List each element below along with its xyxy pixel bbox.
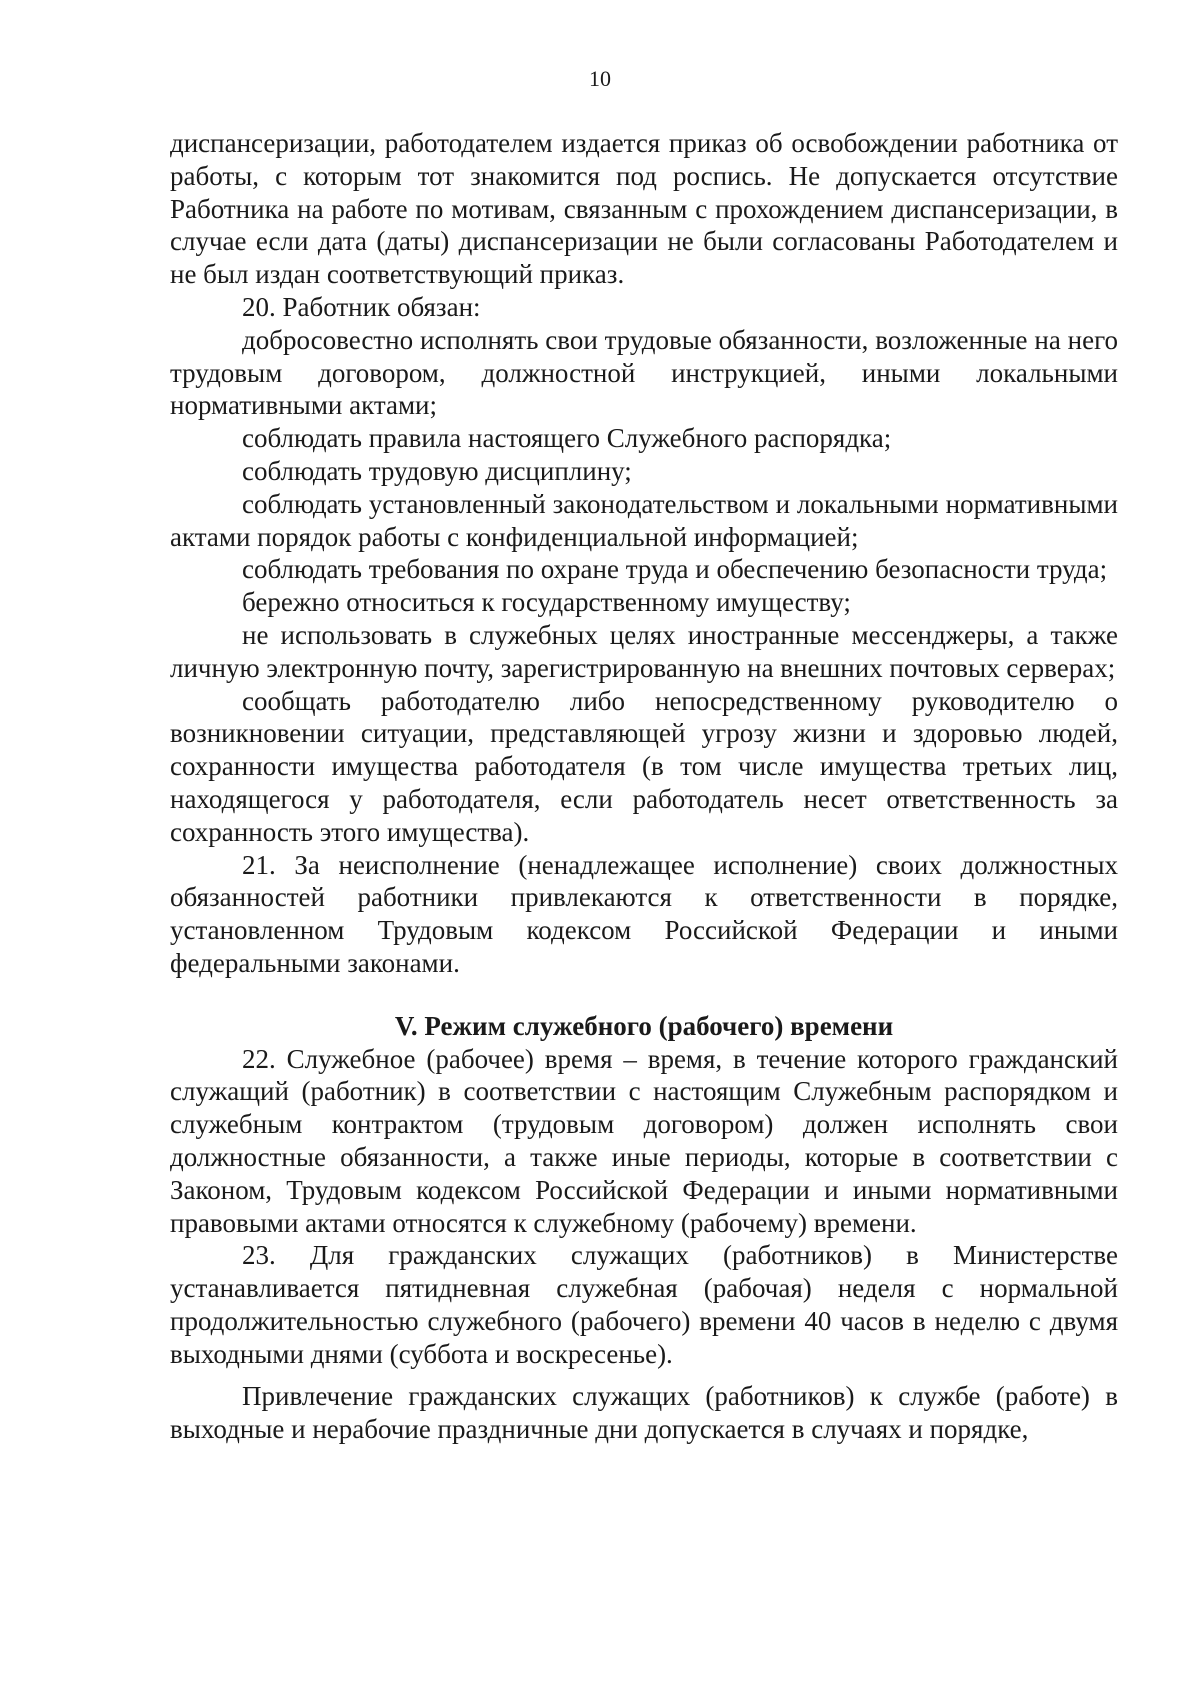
- paragraph: соблюдать правила настоящего Служебного распорядка;: [242, 423, 892, 454]
- paragraphs-before: [170, 127, 1118, 980]
- paragraph: сообщать работодателю либо непосредственному руководителю о возникновении ситуации, представляющей угрозу жизни и здоровью людей, сохранности имущества работодателя (в том числе имущества третьих лиц, находящегося у работодателя, если работодатель несет ответственность за сохранность этого имущества).: [170, 685, 1118, 847]
- paragraph: 23. Для гражданских служащих (работников) в Министерстве устанавливается пятидневная служебная (рабочая) неделя с нормальной продолжительностью служебного (рабочего) времени 40 часов в неделю с двумя выходными днями (суббота и воскресенье).: [170, 1240, 1118, 1369]
- paragraph: Привлечение гражданских служащих (работников) к службе (работе) в выходные и нерабочие праздничные дни допускается в случаях и порядке,: [170, 1381, 1118, 1445]
- paragraph: соблюдать требования по охране труда и обеспечению безопасности труда;: [242, 554, 1108, 585]
- page-number: 10: [589, 66, 611, 91]
- paragraph: 20. Работник обязан:: [242, 291, 481, 322]
- section-heading: V. Режим служебного (рабочего) времени: [394, 1010, 894, 1041]
- paragraph: соблюдать трудовую дисциплину;: [242, 455, 632, 486]
- paragraph: 22. Служебное (рабочее) время – время, в течение которого гражданский служащий (работник) в соответствии с настоящим Служебным распорядком и служебным контрактом (трудовым договором) должен исполнять свои должностные обязанности, а также иные периоды, которые в соответствии с Законом, Трудовым кодексом Российской Федерации и иными нормативными правовыми актами относятся к служебному (рабочему) времени.: [170, 1043, 1118, 1238]
- paragraphs-after: [170, 1043, 1118, 1447]
- paragraph: 21. За неисполнение (ненадлежащее исполнение) своих должностных обязанностей работники привлекаются к ответственности в порядке, установленном Трудовым кодексом Российской Федерации и иными федеральными законами.: [170, 849, 1118, 978]
- paragraph: не использовать в служебных целях иностранные мессенджеры, а также личную электронную почту, зарегистрированную на внешних почтовых серверах;: [170, 619, 1118, 683]
- paragraph: добросовестно исполнять свои трудовые обязанности, возложенные на него трудовым договором, должностной инструкцией, иными локальными нормативными актами;: [170, 324, 1118, 421]
- paragraph: диспансеризации, работодателем издается приказ об освобождении работника от работы, с которым тот знакомится под роспись. Не допускается отсутствие Работника на работе по мотивам, связанным с прохождением диспансеризации, в случае если дата (даты) диспансеризации не были согласованы Работодателем и не был издан соответствующий приказ.: [170, 128, 1118, 290]
- paragraph: бережно относиться к государственному имуществу;: [242, 587, 851, 618]
- paragraph: соблюдать установленный законодательством и локальными нормативными актами порядок работы с конфиденциальной информацией;: [170, 488, 1118, 552]
- document-body: [170, 127, 1118, 1446]
